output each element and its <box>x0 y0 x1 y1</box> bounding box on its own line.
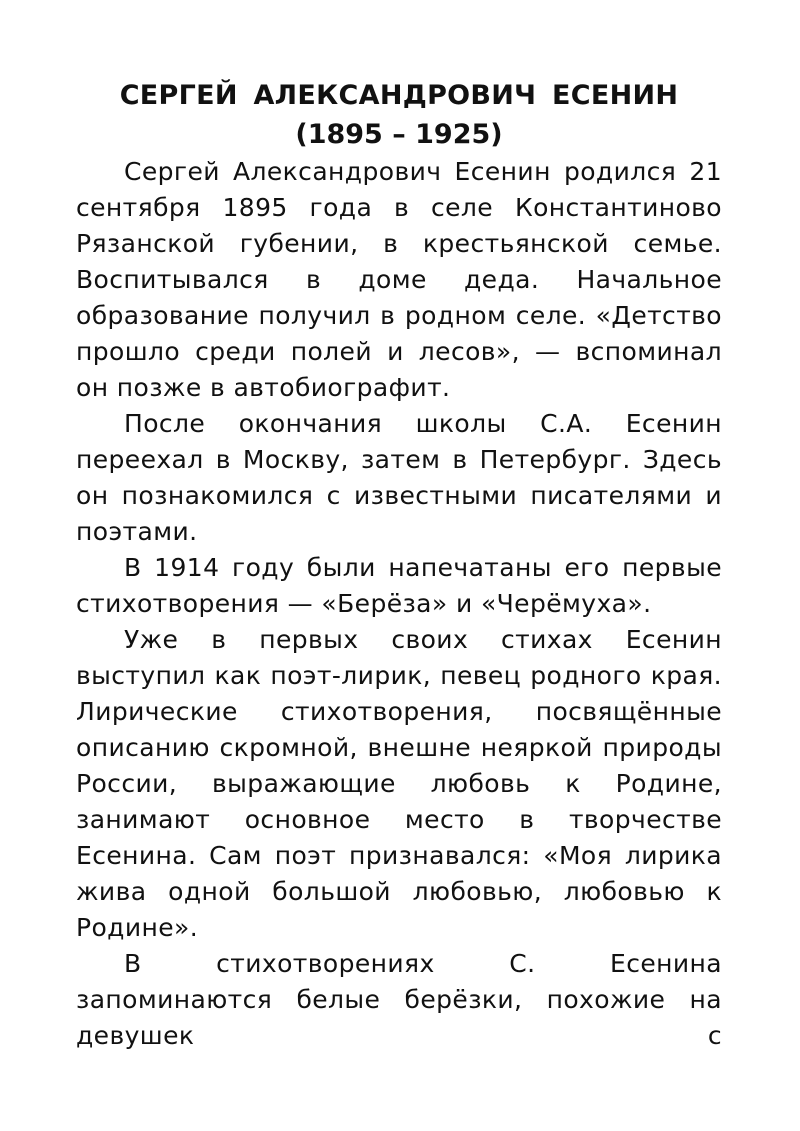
paragraph-5: В стихотворениях С. Есенина запоминаются белые берёзки, похожие на девушек с <box>76 949 722 1050</box>
paragraph-2: После окончания школы С.А. Есенин переехал в Москву, затем в Петербург. Здесь он познакомился с известными писателями и поэтами. <box>76 409 722 546</box>
paragraph-1: Сергей Александрович Есенин родился 21 сентября 1895 года в селе Константиново Рязанской губении, в крестьянской семье. Воспитывался в доме деда. Начальное образование получил в родном селе. «Детство прошло среди полей и лесов», — вспоминал он позже в автобиографит. <box>76 157 722 402</box>
document-page <box>76 76 722 1054</box>
document-title: СЕРГЕЙ АЛЕКСАНДРОВИЧ ЕСЕНИН <box>119 80 679 111</box>
paragraph-3: В 1914 году были напечатаны его первые стихотворения — «Берёза» и «Черёмуха». <box>76 553 722 618</box>
document-years: (1895 – 1925) <box>295 119 503 150</box>
paragraph-4: Уже в первых своих стихах Есенин выступил как поэт-лирик, певец родного края. Лирические стихотворения, посвящённые описанию скромной, внешне неяркой природы России, выражающие любовь к Родине, занимают основное место в творчестве Есенина. Сам поэт признавался: «Моя лирика жива одной большой любовью, любовью к Родине». <box>76 625 722 942</box>
